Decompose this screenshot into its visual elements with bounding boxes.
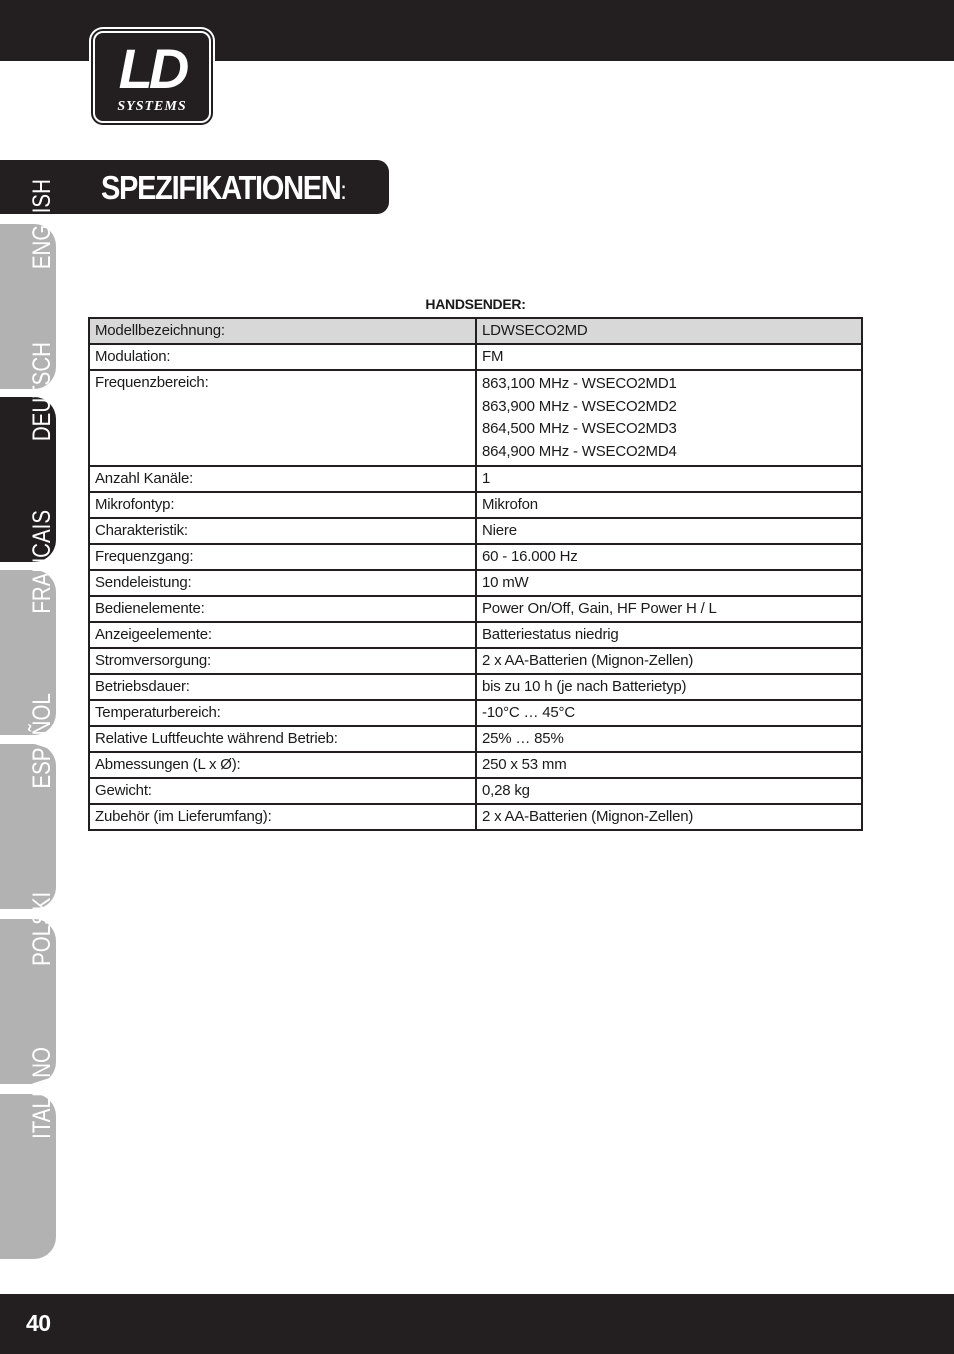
spec-value-line: 864,500 MHz - WSECO2MD3 [482, 420, 677, 437]
logo-sub-text: SYSTEMS [117, 99, 187, 114]
section-heading: HANDSENDER: [425, 296, 526, 312]
spec-value-line: Batteriestatus niedrig [482, 626, 619, 643]
spec-value [476, 466, 862, 492]
spec-value-line: 10 mW [482, 574, 529, 591]
page-title-colon: : [340, 175, 347, 205]
tab-english-label: ENGLISH [28, 178, 56, 269]
tab-espanol-label: ESPAÑOL [28, 692, 56, 789]
spec-value [476, 674, 862, 700]
spec-key: Abmessungen (L x Ø): [89, 752, 476, 778]
spec-value [476, 318, 862, 344]
spec-value-line: Power On/Off, Gain, HF Power H / L [482, 600, 717, 617]
spec-value-line: -10°C … 45°C [482, 704, 575, 721]
spec-value-line: LDWSECO2MD [482, 322, 588, 339]
spec-value [476, 752, 862, 778]
spec-key: Betriebsdauer: [89, 674, 476, 700]
spec-table-body [89, 318, 862, 830]
spec-value [476, 518, 862, 544]
spec-value [476, 596, 862, 622]
spec-value [476, 570, 862, 596]
page-title-text: SPEZIFIKATIONEN [101, 169, 341, 206]
spec-key: Temperaturbereich: [89, 700, 476, 726]
spec-key: Stromversorgung: [89, 648, 476, 674]
spec-row [89, 596, 862, 622]
spec-value-line: bis zu 10 h (je nach Batterietyp) [482, 678, 687, 695]
spec-row [89, 370, 862, 466]
spec-row [89, 622, 862, 648]
spec-row [89, 570, 862, 596]
tab-italiano-label: ITALIANO [28, 1046, 56, 1139]
spec-value [476, 778, 862, 804]
spec-key: Charakteristik: [89, 518, 476, 544]
spec-key: Bedienelemente: [89, 596, 476, 622]
spec-key: Anzeigeelemente: [89, 622, 476, 648]
tab-deutsch-label: DEUTSCH [28, 341, 56, 441]
spec-value-line: 1 [482, 470, 491, 487]
spec-value [476, 544, 862, 570]
tab-italiano[interactable] [0, 1046, 56, 1259]
tab-polski-label: POLSKI [28, 891, 56, 966]
spec-row [89, 492, 862, 518]
spec-row [89, 752, 862, 778]
spec-value-line: 2 x AA-Batterien (Mignon-Zellen) [482, 652, 694, 669]
spec-value [476, 622, 862, 648]
spec-value-line: 25% … 85% [482, 730, 564, 747]
bottom-bar [0, 1294, 954, 1354]
spec-key: Frequenzbereich: [89, 370, 476, 466]
page-title [101, 168, 347, 210]
spec-value-line: 863,900 MHz - WSECO2MD2 [482, 397, 677, 415]
logo-badge [93, 31, 211, 123]
tab-francais-label: FRANCAIS [28, 509, 56, 614]
spec-value-line: 60 - 16.000 Hz [482, 548, 578, 565]
spec-value [476, 344, 862, 370]
spec-key: Modulation: [89, 344, 476, 370]
spec-row [89, 700, 862, 726]
logo-main-text: LD [118, 37, 186, 100]
spec-table [88, 317, 863, 831]
spec-key: Zubehör (im Lieferumfang): [89, 804, 476, 830]
spec-row [89, 518, 862, 544]
spec-row [89, 674, 862, 700]
spec-value-line: 250 x 53 mm [482, 756, 567, 773]
spec-key: Anzahl Kanäle: [89, 466, 476, 492]
spec-key: Gewicht: [89, 778, 476, 804]
spec-key: Relative Luftfeuchte während Betrieb: [89, 726, 476, 752]
spec-key: Mikrofontyp: [89, 492, 476, 518]
spec-row [89, 648, 862, 674]
spec-key: Modellbezeichnung: [89, 318, 476, 344]
spec-value-line: FM [482, 348, 504, 365]
spec-value [476, 648, 862, 674]
spec-value-line: 0,28 kg [482, 782, 530, 799]
spec-row [89, 778, 862, 804]
ld-systems-logo [89, 27, 215, 127]
spec-row [89, 318, 862, 344]
spec-value [476, 700, 862, 726]
tab-espanol[interactable] [0, 692, 56, 909]
spec-row [89, 804, 862, 830]
spec-value-line: 863,100 MHz - WSECO2MD1 [482, 375, 677, 392]
spec-value-line: Mikrofon [482, 496, 538, 513]
spec-value [476, 726, 862, 752]
spec-value [476, 804, 862, 830]
spec-row [89, 726, 862, 752]
spec-value-line: Niere [482, 522, 517, 539]
spec-row [89, 466, 862, 492]
spec-key: Sendeleistung: [89, 570, 476, 596]
spec-key: Frequenzgang: [89, 544, 476, 570]
spec-value [476, 492, 862, 518]
spec-row [89, 544, 862, 570]
spec-row [89, 344, 862, 370]
spec-value-line: 2 x AA-Batterien (Mignon-Zellen) [482, 808, 694, 825]
spec-value [476, 370, 862, 466]
page-number: 40 [26, 1310, 51, 1336]
spec-value-line: 864,900 MHz - WSECO2MD4 [482, 442, 677, 460]
